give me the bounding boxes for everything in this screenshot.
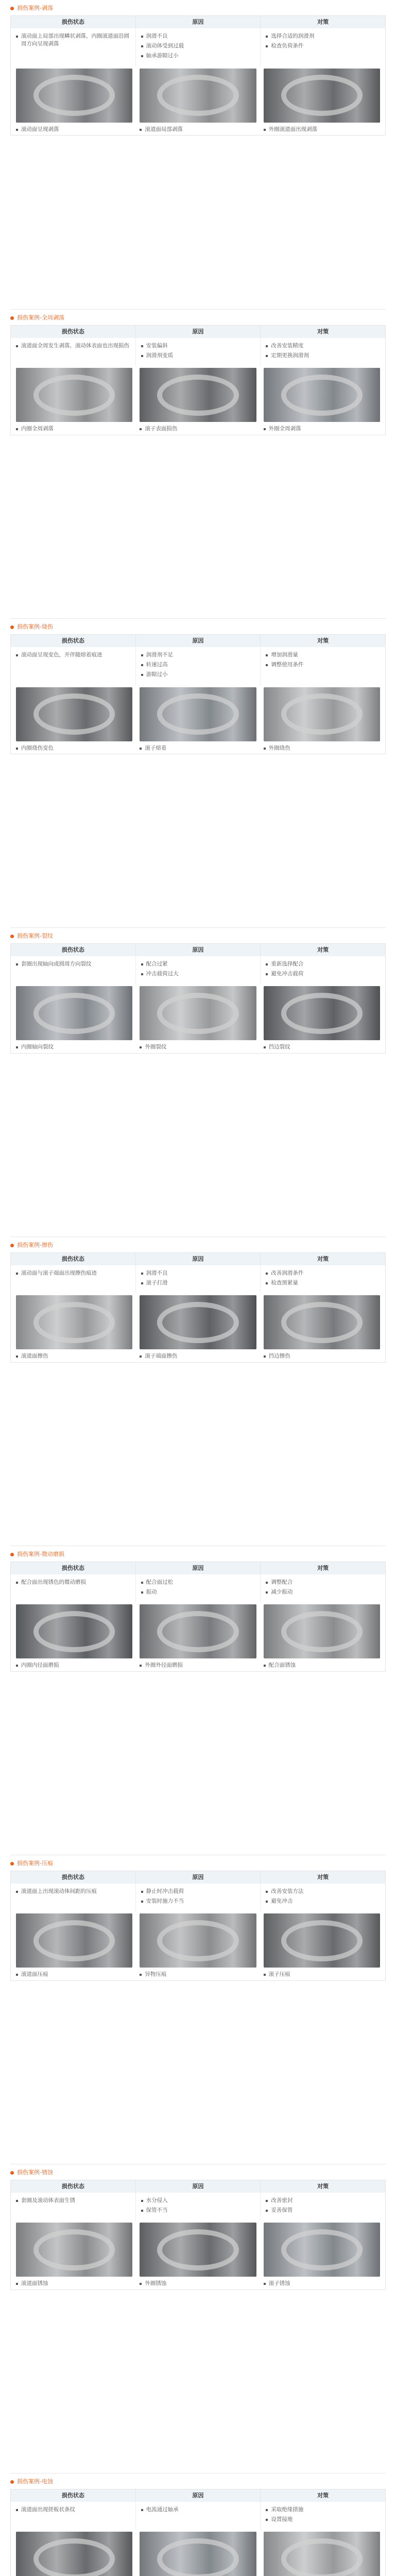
bearing-ring-shape [157, 993, 238, 1034]
list-item: 轴承游隙过小 [141, 52, 255, 60]
photo-caption [264, 1662, 380, 1671]
bearing-ring-shape [157, 375, 238, 416]
photo-row [11, 2223, 385, 2277]
list-item: 安装偏斜 [141, 342, 255, 350]
list-item: 定期更换润滑剂 [266, 352, 380, 360]
caption-row [11, 1040, 385, 1053]
bearing-photo [264, 1295, 380, 1349]
bearing-ring-shape [33, 375, 115, 416]
bearing-ring-shape [33, 1611, 115, 1652]
section-header [10, 314, 386, 322]
column-cause [136, 1265, 261, 1293]
list-item: 滚道面上出现滚动体间距的压痕 [16, 1888, 130, 1895]
section-title: 损伤案例-微动磨损 [17, 1551, 64, 1558]
photo-caption [16, 1971, 132, 1980]
bearing-photo [264, 368, 380, 422]
photo-caption [140, 744, 256, 754]
bearing-ring-shape [157, 75, 238, 116]
damage-case-section [10, 0, 386, 309]
list-item: 保管不当 [141, 2207, 255, 2214]
list-item: 改善安装方法 [266, 1888, 380, 1895]
bearing-photo [16, 1295, 132, 1349]
damage-case-section [10, 309, 386, 618]
column-header-state: 损伤状态 [11, 944, 136, 956]
list-item: 滚子打滑 [141, 1279, 255, 1287]
list-item: 滚道面全周发生剥落，滚动体表面也出现损伤 [16, 342, 130, 350]
bearing-ring-shape [281, 2538, 363, 2576]
damage-case-section [10, 1236, 386, 1546]
caption-row [11, 2277, 385, 2289]
damage-case-section [10, 927, 386, 1236]
bearing-ring-shape [281, 1611, 363, 1652]
bearing-ring-shape [157, 1302, 238, 1343]
column-header-measure: 对策 [317, 946, 329, 953]
column-header-measure: 对策 [317, 1256, 329, 1262]
list-item: 避免冲击 [266, 1897, 380, 1905]
section-header [10, 932, 386, 940]
bearing-photo [140, 1295, 256, 1349]
list-item: 静止时冲击载荷 [141, 1888, 255, 1895]
column-header-cause: 原因 [136, 16, 261, 28]
list-item: 润滑不良 [141, 1269, 255, 1277]
photo-caption [264, 425, 380, 434]
list-item: 检查负荷条件 [266, 42, 380, 50]
photo-caption [140, 2280, 256, 2289]
photo-row [11, 1604, 385, 1658]
column-header-cause: 原因 [136, 1871, 261, 1884]
photo-row [11, 2532, 385, 2576]
table-body [11, 2502, 385, 2530]
column-header-state: 损伤状态 [11, 326, 136, 338]
table-body [11, 28, 385, 66]
damage-case-section [10, 618, 386, 927]
photo-row [11, 368, 385, 422]
bearing-photo [264, 687, 380, 741]
list-item: 外圈烧伤 [264, 744, 380, 752]
bearing-ring-shape [157, 2538, 238, 2576]
column-state [11, 1574, 136, 1602]
list-item: 套圈出现轴向或圆周方向裂纹 [16, 960, 130, 968]
list-item: 滚子熔着 [140, 744, 256, 752]
photo-caption [264, 744, 380, 754]
list-item: 挡边擦伤 [264, 1352, 380, 1360]
case-table [10, 1252, 386, 1363]
column-header-state: 损伤状态 [11, 2489, 136, 2502]
column-header-state: 损伤状态 [11, 635, 136, 647]
photo-caption [16, 1662, 132, 1671]
list-item: 采取绝缘措施 [266, 2506, 380, 2514]
column-header-measure: 对策 [317, 637, 329, 644]
column-header-cause: 原因 [136, 1562, 261, 1574]
case-table [10, 15, 386, 135]
column-header-cause: 原因 [136, 2180, 261, 2193]
list-item: 内圈轴向裂纹 [16, 1043, 132, 1051]
column-header-cause: 原因 [136, 326, 261, 338]
section-header [10, 1241, 386, 1249]
list-item: 检查预紧量 [266, 1279, 380, 1287]
list-item: 减少振动 [266, 1588, 380, 1596]
column-cause [136, 28, 261, 66]
list-item: 滚道面出现搓板状条纹 [16, 2506, 130, 2514]
photo-caption [16, 1352, 132, 1362]
photo-caption [264, 1043, 380, 1053]
list-item: 水分侵入 [141, 2197, 255, 2205]
photo-row [11, 687, 385, 741]
column-state [11, 956, 136, 984]
column-measure [261, 338, 385, 366]
list-item: 设置接地 [266, 2516, 380, 2523]
bullet-icon [10, 935, 14, 938]
list-item: 滚子表面损伤 [140, 425, 256, 433]
bearing-photo [140, 687, 256, 741]
column-header-state: 损伤状态 [11, 1871, 136, 1884]
list-item: 外圈锈蚀 [140, 2280, 256, 2287]
column-state [11, 2502, 136, 2530]
section-title: 损伤案例-压痕 [17, 1860, 53, 1867]
bearing-photo [140, 69, 256, 123]
bearing-ring-shape [281, 75, 363, 116]
table-body [11, 647, 385, 685]
list-item: 改善密封 [266, 2197, 380, 2205]
table-header [11, 2489, 385, 2502]
photo-caption [16, 1043, 132, 1053]
photo-caption [264, 1352, 380, 1362]
bearing-ring-shape [157, 693, 238, 735]
section-title: 损伤案例-擦伤 [17, 1242, 53, 1249]
bullet-icon [10, 2171, 14, 2175]
section-title: 损伤案例-电蚀 [17, 2478, 53, 2485]
caption-row [11, 1349, 385, 1362]
section-title: 损伤案例-剥落 [17, 5, 53, 12]
table-header [11, 326, 385, 338]
photo-caption [264, 1971, 380, 1980]
bullet-icon [10, 2480, 14, 2484]
bearing-photo [16, 2532, 132, 2576]
column-header-measure: 对策 [317, 19, 329, 25]
list-item: 滚道面擦伤 [16, 1352, 132, 1360]
bearing-ring-shape [281, 993, 363, 1034]
column-measure [261, 1574, 385, 1602]
caption-row [11, 1968, 385, 1980]
column-header-measure: 对策 [317, 2183, 329, 2190]
column-measure [261, 28, 385, 66]
column-header-cause: 原因 [136, 635, 261, 647]
case-table [10, 2180, 386, 2290]
bullet-icon [10, 1862, 14, 1866]
list-item: 外圈裂纹 [140, 1043, 256, 1051]
section-title: 损伤案例-全周剥落 [17, 314, 64, 321]
list-item: 滚子端面擦伤 [140, 1352, 256, 1360]
bearing-photo [264, 986, 380, 1040]
table-body [11, 1574, 385, 1602]
bearing-ring-shape [157, 2229, 238, 2270]
bearing-photo [16, 368, 132, 422]
column-cause [136, 956, 261, 984]
bearing-photo [16, 1604, 132, 1658]
bullet-icon [10, 1244, 14, 1247]
list-item: 内圈烧伤变色 [16, 744, 132, 752]
list-item: 滚动面与滚子端面出现擦伤痕迹 [16, 1269, 130, 1277]
list-item: 配合面出现锈色的微动磨损 [16, 1579, 130, 1586]
table-header [11, 1562, 385, 1574]
list-item: 冲击载荷过大 [141, 970, 255, 978]
column-cause [136, 647, 261, 685]
list-item: 改善安装精度 [266, 342, 380, 350]
photo-caption [140, 1971, 256, 1980]
column-header-state: 损伤状态 [11, 2180, 136, 2193]
bearing-photo [140, 2532, 256, 2576]
list-item: 内圈内径面磨损 [16, 1662, 132, 1669]
column-measure [261, 1884, 385, 1911]
column-cause [136, 2502, 261, 2530]
bearing-photo [264, 69, 380, 123]
table-body [11, 1265, 385, 1293]
table-header [11, 16, 385, 28]
bearing-photo [140, 368, 256, 422]
column-header-measure: 对策 [317, 1565, 329, 1571]
list-item: 滚道面锈蚀 [16, 2280, 132, 2287]
list-item: 配合过紧 [141, 960, 255, 968]
bearing-photo [140, 1604, 256, 1658]
bearing-ring-shape [33, 693, 115, 735]
list-item: 安装时施力不当 [141, 1897, 255, 1905]
list-item: 外圈全周剥落 [264, 425, 380, 433]
column-measure [261, 956, 385, 984]
column-header-measure: 对策 [317, 2492, 329, 2499]
section-header [10, 2478, 386, 2486]
list-item: 内圈全周剥落 [16, 425, 132, 433]
column-measure [261, 1265, 385, 1293]
section-title: 损伤案例-锈蚀 [17, 2169, 53, 2176]
bullet-icon [10, 316, 14, 320]
list-item: 选择合适的润滑剂 [266, 32, 380, 40]
list-item: 调整使用条件 [266, 661, 380, 669]
photo-caption [16, 425, 132, 434]
bearing-ring-shape [33, 1920, 115, 1961]
bearing-ring-shape [281, 1920, 363, 1961]
table-body [11, 2193, 385, 2221]
section-header [10, 4, 386, 12]
column-measure [261, 647, 385, 685]
table-header [11, 2180, 385, 2193]
bearing-ring-shape [281, 693, 363, 735]
list-item: 妥善保管 [266, 2207, 380, 2214]
list-item: 配合面锈蚀 [264, 1662, 380, 1669]
column-measure [261, 2193, 385, 2221]
photo-caption [140, 425, 256, 434]
photo-row [11, 69, 385, 123]
list-item: 游隙过小 [141, 671, 255, 679]
photo-caption [140, 126, 256, 135]
bearing-photo [140, 1913, 256, 1968]
photo-caption [264, 126, 380, 135]
column-state [11, 2193, 136, 2221]
column-state [11, 28, 136, 66]
case-table [10, 2489, 386, 2576]
column-header-measure: 对策 [317, 1874, 329, 1880]
list-item: 润滑不良 [141, 32, 255, 40]
damage-case-section [10, 1546, 386, 1855]
column-cause [136, 2193, 261, 2221]
list-item: 套圈及滚动体表面生锈 [16, 2197, 130, 2205]
case-table [10, 634, 386, 754]
section-header [10, 1550, 386, 1558]
bearing-ring-shape [281, 2229, 363, 2270]
bearing-ring-shape [33, 993, 115, 1034]
list-item: 润滑剂不足 [141, 651, 255, 659]
table-body [11, 1884, 385, 1911]
list-item: 转速过高 [141, 661, 255, 669]
table-header [11, 635, 385, 647]
bearing-ring-shape [33, 2538, 115, 2576]
bearing-ring-shape [281, 1302, 363, 1343]
bearing-photo [16, 2223, 132, 2277]
caption-row [11, 123, 385, 135]
list-item: 滚子压痕 [264, 1971, 380, 1978]
list-item: 避免冲击载荷 [266, 970, 380, 978]
list-item: 润滑剂变质 [141, 352, 255, 360]
column-header-state: 损伤状态 [11, 16, 136, 28]
table-header [11, 1253, 385, 1265]
list-item: 外圈滚道面出现剥落 [264, 126, 380, 133]
list-item: 振动 [141, 1588, 255, 1596]
caption-row [11, 422, 385, 434]
bearing-ring-shape [33, 75, 115, 116]
list-item: 滚动面呈现变色，并伴随熔着痕迹 [16, 651, 130, 659]
bearing-photo [264, 1913, 380, 1968]
list-item: 调整配合 [266, 1579, 380, 1586]
bearing-ring-shape [281, 375, 363, 416]
column-header-cause: 原因 [136, 1253, 261, 1265]
case-table [10, 325, 386, 435]
column-cause [136, 1884, 261, 1911]
table-body [11, 956, 385, 984]
list-item: 改善润滑条件 [266, 1269, 380, 1277]
column-measure [261, 2502, 385, 2530]
column-header-cause: 原因 [136, 2489, 261, 2502]
table-body [11, 338, 385, 366]
section-header [10, 2168, 386, 2177]
list-item: 异物压痕 [140, 1971, 256, 1978]
list-item: 增加润滑量 [266, 651, 380, 659]
list-item: 滚动面上局部出现鳞状剥落，内圈滚道面沿圆周方向呈现剥落 [16, 32, 130, 48]
photo-caption [140, 1352, 256, 1362]
bearing-photo [16, 687, 132, 741]
photo-row [11, 1913, 385, 1968]
photo-caption [140, 1662, 256, 1671]
photo-row [11, 986, 385, 1040]
list-item: 滚道面压痕 [16, 1971, 132, 1978]
bearing-ring-shape [157, 1611, 238, 1652]
damage-case-section [10, 2473, 386, 2576]
case-table [10, 943, 386, 1054]
list-item: 滚道面局部剥落 [140, 126, 256, 133]
section-title: 损伤案例-烧伤 [17, 623, 53, 631]
list-item: 滚动面呈现剥落 [16, 126, 132, 133]
list-item: 挡边裂纹 [264, 1043, 380, 1051]
damage-case-section [10, 1855, 386, 2164]
section-title: 损伤案例-裂纹 [17, 933, 53, 940]
list-item: 外圈外径面磨损 [140, 1662, 256, 1669]
bullet-icon [10, 1553, 14, 1556]
bearing-photo [16, 69, 132, 123]
bearing-photo [140, 986, 256, 1040]
bearing-photo [140, 2223, 256, 2277]
column-cause [136, 1574, 261, 1602]
section-header [10, 1859, 386, 1868]
bearing-photo [264, 2532, 380, 2576]
column-header-state: 损伤状态 [11, 1253, 136, 1265]
photo-caption [264, 2280, 380, 2289]
photo-caption [16, 744, 132, 754]
column-header-state: 损伤状态 [11, 1562, 136, 1574]
column-cause [136, 338, 261, 366]
photo-caption [140, 1043, 256, 1053]
bearing-photo [264, 2223, 380, 2277]
bullet-icon [10, 625, 14, 629]
column-state [11, 647, 136, 685]
column-state [11, 338, 136, 366]
photo-caption [16, 2280, 132, 2289]
bearing-ring-shape [157, 1920, 238, 1961]
bearing-ring-shape [33, 2229, 115, 2270]
column-state [11, 1265, 136, 1293]
caption-row [11, 1658, 385, 1671]
caption-row [11, 741, 385, 754]
list-item: 重新选择配合 [266, 960, 380, 968]
photo-row [11, 1295, 385, 1349]
section-header [10, 623, 386, 631]
list-item: 滚动体受到过载 [141, 42, 255, 50]
bearing-photo [264, 1604, 380, 1658]
bearing-photo [16, 986, 132, 1040]
photo-caption [16, 126, 132, 135]
list-item: 配合面过松 [141, 1579, 255, 1586]
case-table [10, 1562, 386, 1672]
column-header-measure: 对策 [317, 328, 329, 335]
column-state [11, 1884, 136, 1911]
table-header [11, 1871, 385, 1884]
damage-case-section [10, 2164, 386, 2473]
bullet-icon [10, 7, 14, 10]
list-item: 滚子锈蚀 [264, 2280, 380, 2287]
bearing-ring-shape [33, 1302, 115, 1343]
case-table [10, 1871, 386, 1981]
table-header [11, 944, 385, 956]
list-item: 电流通过轴承 [141, 2506, 255, 2514]
bearing-photo [16, 1913, 132, 1968]
column-header-cause: 原因 [136, 944, 261, 956]
